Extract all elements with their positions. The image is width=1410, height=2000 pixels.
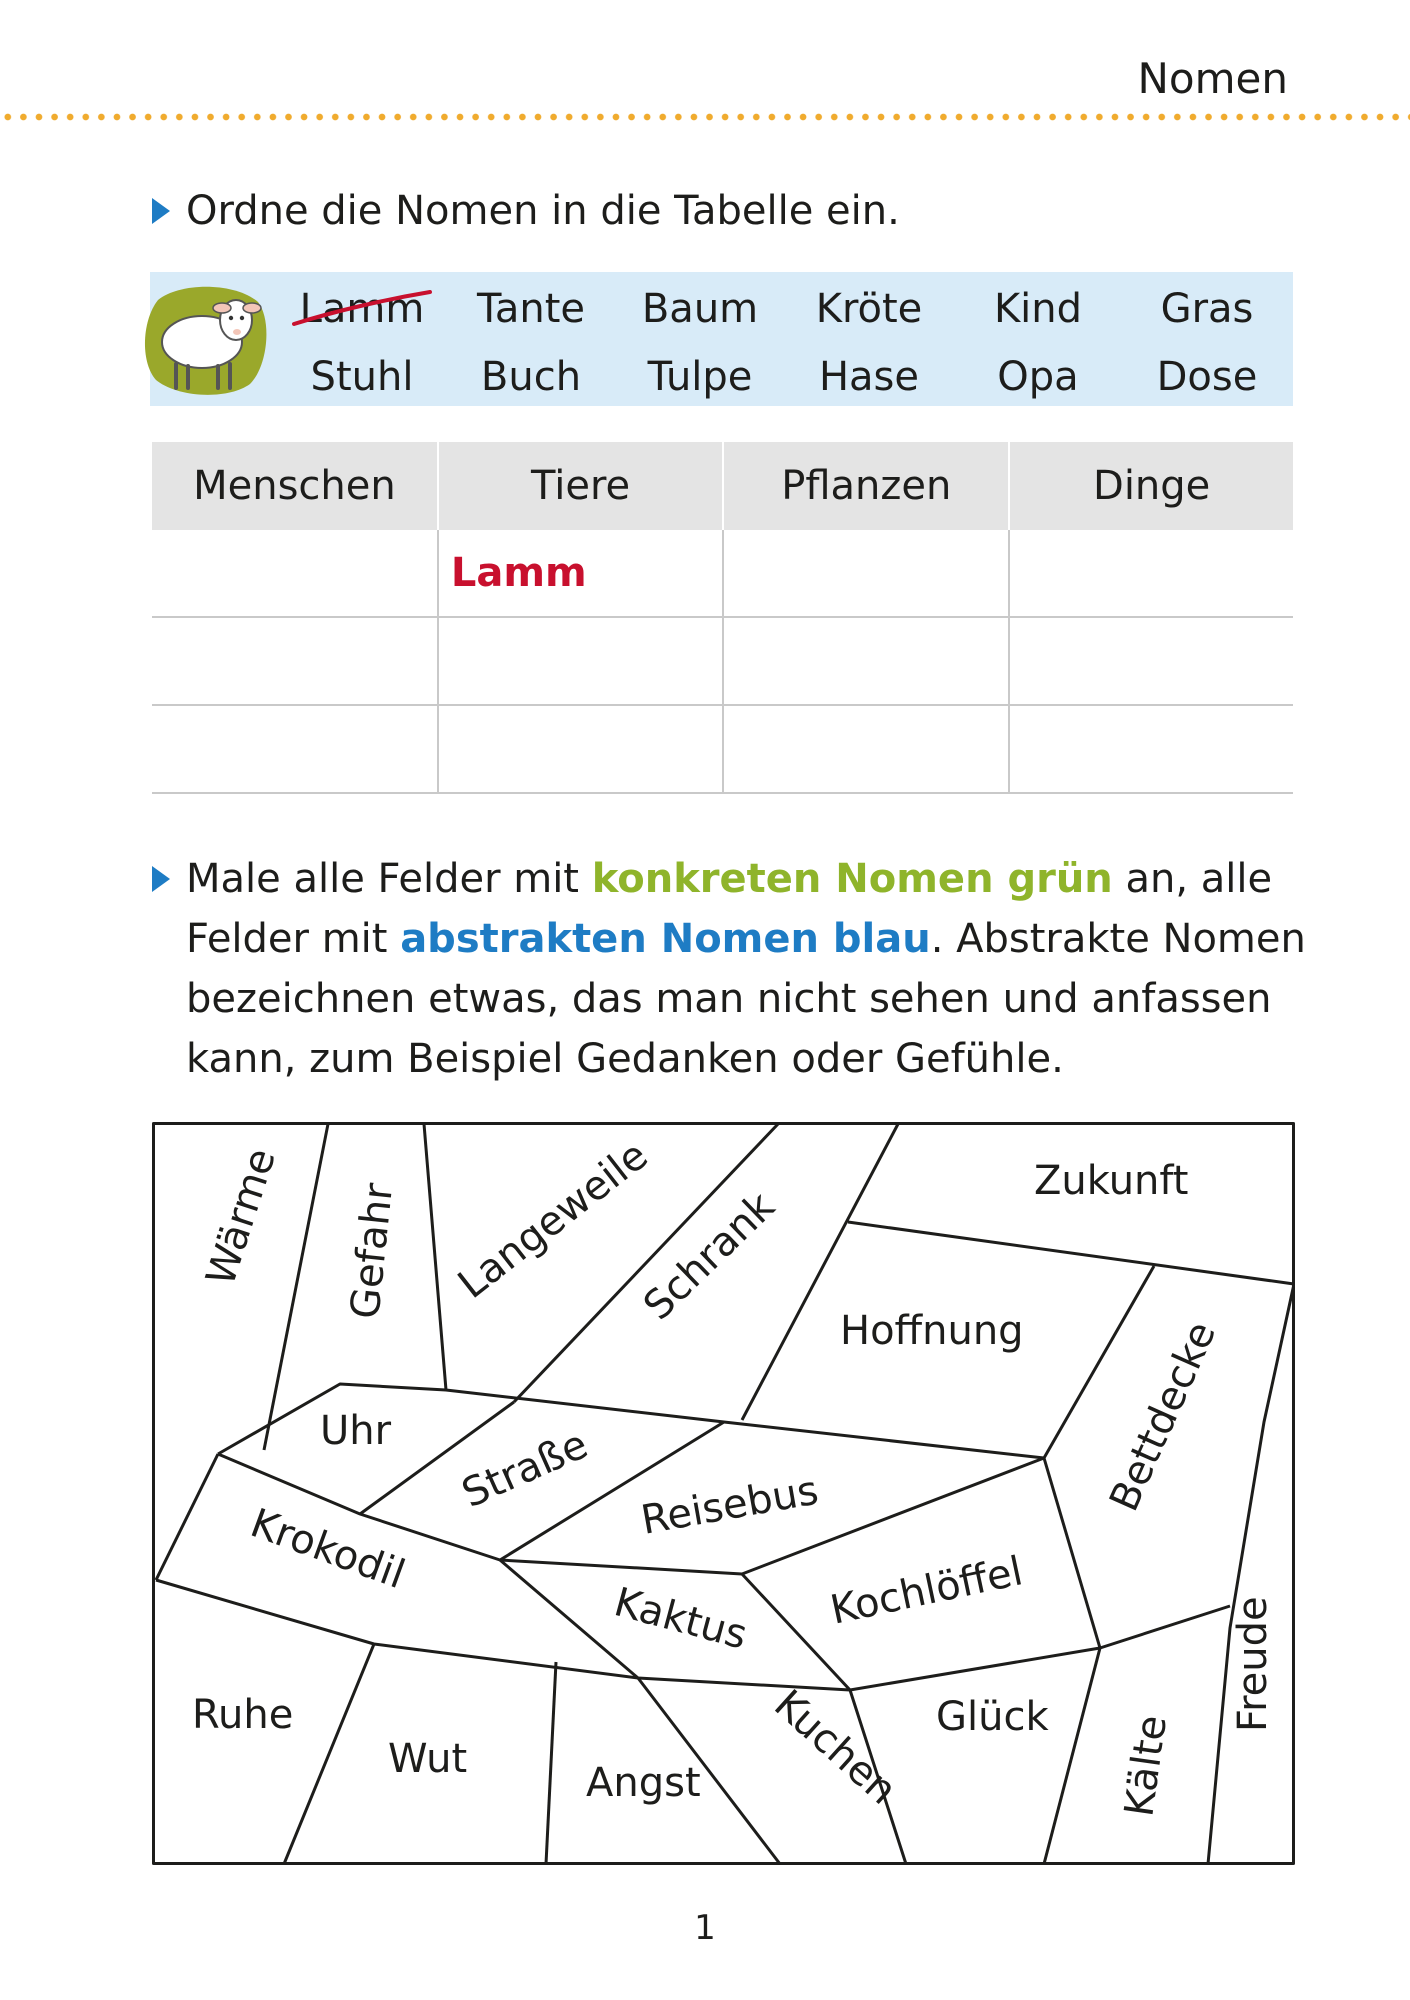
table-row — [152, 705, 1293, 793]
puzzle-field-strasse[interactable]: Straße — [455, 1421, 595, 1518]
column-header-dinge: Dinge — [1009, 442, 1293, 530]
word-bank-item: Tulpe — [647, 354, 753, 400]
page-number: 1 — [694, 1908, 716, 1948]
table-row — [152, 617, 1293, 705]
word-bank-item: Tante — [477, 286, 585, 332]
word-bank-item: Kröte — [815, 286, 923, 332]
table-cell[interactable] — [723, 617, 1009, 705]
sort-table — [152, 442, 1293, 794]
bullet-arrow-icon — [152, 198, 170, 224]
word-bank-item: Gras — [1160, 286, 1254, 332]
table-cell[interactable] — [1009, 705, 1293, 793]
puzzle-field-gefahr[interactable]: Gefahr — [342, 1180, 403, 1322]
word-bank-item: Baum — [641, 286, 759, 332]
table-cell[interactable] — [723, 705, 1009, 793]
word-bank-item: Stuhl — [310, 354, 414, 400]
word-bank-item: Kind — [993, 286, 1083, 332]
puzzle-field-langeweile[interactable]: Langeweile — [449, 1132, 657, 1308]
task2-instruction: Male alle Felder mit konkreten Nomen grün an, alle Felder mit abstrakten Nomen blau. Abstrakte Nomen bezeichnen etwas, das man nicht sehen und anfassen kann, zum Beispiel Gedanken oder Gefühle. — [152, 849, 1306, 1089]
puzzle-field-kaktus[interactable]: Kaktus — [609, 1579, 752, 1659]
table-cell[interactable] — [1009, 530, 1293, 617]
puzzle-field-waerme[interactable]: Wärme — [197, 1142, 286, 1292]
strikethrough-mark — [292, 290, 432, 330]
puzzle-field-uhr[interactable]: Uhr — [320, 1408, 392, 1454]
sheep-icon — [140, 280, 270, 398]
word-bank-item: Dose — [1156, 354, 1258, 400]
column-header-menschen: Menschen — [152, 442, 438, 530]
puzzle-field-reisebus[interactable]: Reisebus — [637, 1467, 822, 1544]
puzzle-field-hoffnung[interactable]: Hoffnung — [840, 1308, 1024, 1354]
puzzle-field-kochloeffel[interactable]: Kochlöffel — [826, 1548, 1027, 1634]
section-title: Nomen — [1137, 54, 1288, 103]
word-bank-item: Hase — [818, 354, 920, 400]
word-bank-item: Buch — [480, 354, 582, 400]
puzzle-field-bettdecke[interactable]: Bettdecke — [1101, 1315, 1226, 1519]
puzzle-field-kaelte[interactable]: Kälte — [1116, 1712, 1177, 1820]
example-entry: Lamm — [450, 550, 587, 596]
word-bank-item: Lamm — [299, 286, 425, 332]
column-header-tiere: Tiere — [438, 442, 723, 530]
table-cell[interactable] — [152, 530, 438, 617]
puzzle-field-wut[interactable]: Wut — [388, 1736, 468, 1782]
puzzle-field-schrank[interactable]: Schrank — [634, 1183, 784, 1330]
task1-instruction: Ordne die Nomen in die Tabelle ein. — [152, 181, 900, 241]
puzzle-field-kuchen[interactable]: Kuchen — [765, 1681, 906, 1814]
dotted-divider — [0, 113, 1410, 121]
abstract-nouns-highlight: abstrakten Nomen blau — [400, 916, 931, 962]
table-cell[interactable] — [1009, 617, 1293, 705]
puzzle-field-glueck[interactable]: Glück — [936, 1694, 1049, 1740]
puzzle-field-zukunft[interactable]: Zukunft — [1034, 1158, 1189, 1204]
bullet-arrow-icon — [152, 866, 170, 892]
puzzle-field-angst[interactable]: Angst — [586, 1760, 701, 1806]
column-header-pflanzen: Pflanzen — [723, 442, 1009, 530]
table-row — [152, 530, 1293, 617]
table-cell[interactable] — [438, 705, 723, 793]
coloring-puzzle — [152, 1122, 1295, 1865]
table-cell[interactable] — [438, 530, 723, 617]
table-cell[interactable] — [723, 530, 1009, 617]
puzzle-field-krokodil[interactable]: Krokodil — [244, 1500, 411, 1599]
concrete-nouns-highlight: konkreten Nomen grün — [591, 856, 1113, 902]
table-cell[interactable] — [438, 617, 723, 705]
table-cell[interactable] — [152, 705, 438, 793]
puzzle-field-freude[interactable]: Freude — [1230, 1596, 1276, 1732]
puzzle-field-ruhe[interactable]: Ruhe — [192, 1692, 294, 1738]
table-cell[interactable] — [152, 617, 438, 705]
word-bank-item: Opa — [997, 354, 1079, 400]
